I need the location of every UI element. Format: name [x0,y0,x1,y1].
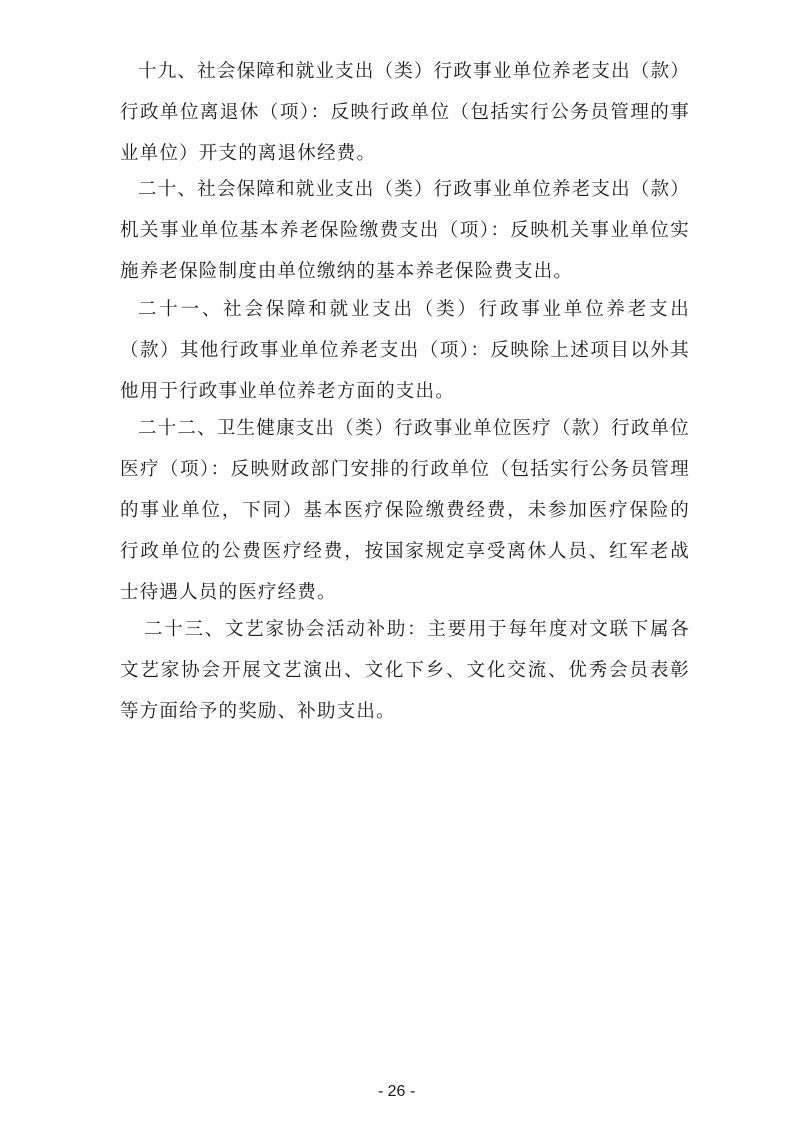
paragraph-21-other-pension: 二十一、社会保障和就业支出（类）行政事业单位养老支出（款）其他行政事业单位养老支出（项）：反映除上述项目以外其他用于行政事业单位养老方面的支出。 [120,299,690,402]
paragraph-23-arts-association-subsidy: 二十三、文艺家协会活动补助：主要用于每年度对文联下属各文艺家协会开展文艺演出、文化下乡、文化交流、优秀会员表彰等方面给予的奖励、补助支出。 [120,619,690,722]
paragraph-22-medical: 二十二、卫生健康支出（类）行政事业单位医疗（款）行政单位医疗（项）：反映财政部门安排的行政单位（包括实行公务员管理的事业单位，下同）基本医疗保险缴费经费，未参加医疗保险的行政单位的公费医疗经费，按国家规定享受离休人员、红军老战士待遇人员的医疗经费。 [120,418,690,603]
paragraph-20-basic-pension-insurance: 二十、社会保障和就业支出（类）行政事业单位养老支出（款）机关事业单位基本养老保险缴费支出（项）：反映机关事业单位实施养老保险制度由单位缴纳的基本养老保险费支出。 [120,179,690,282]
paragraph-19-retirement: 十九、社会保障和就业支出（类）行政事业单位养老支出（款）行政单位离退休（项）：反映行政单位（包括实行公务员管理的事业单位）开支的离退休经费。 [120,61,690,164]
page-number: - 26 - [377,1083,416,1100]
